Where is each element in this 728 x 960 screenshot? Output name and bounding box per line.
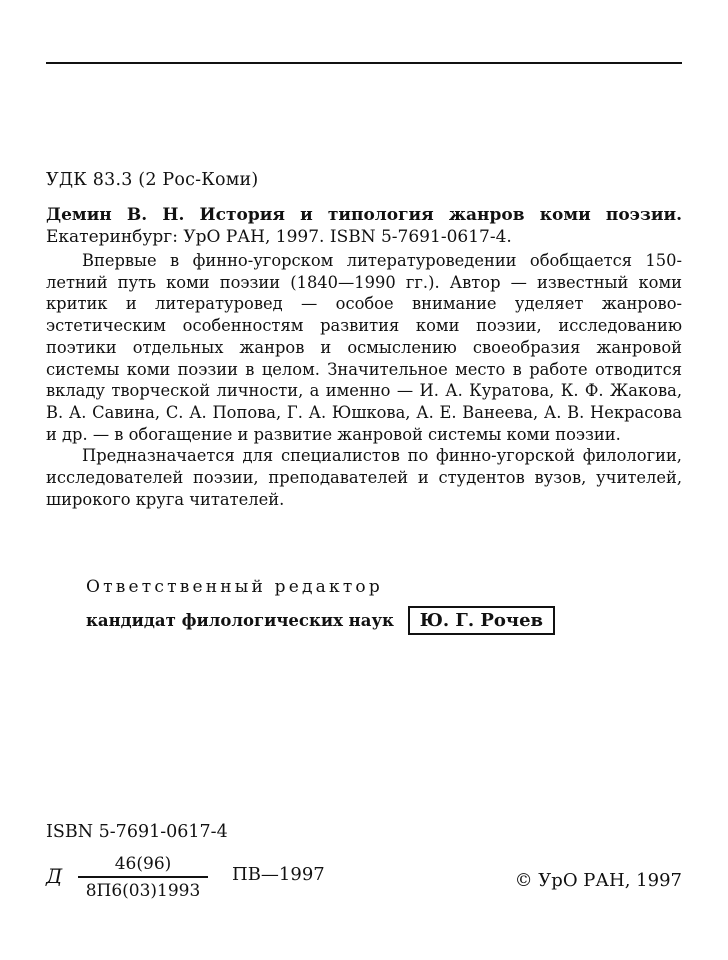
editor-line xyxy=(86,606,555,635)
abstract-paragraph: Предназначается для специалистов по финно-угорской филологии, исследователей поэзии, преподавателей и студентов вузов, учителей, широкого круга читателей. xyxy=(46,446,682,509)
publication-info: Екатеринбург: УрО РАН, 1997. ISBN 5-7691-0617-4. xyxy=(46,227,512,247)
editor-degree: кандидат филологических наук xyxy=(86,611,394,630)
copyright: © УрО РАН, 1997 xyxy=(514,870,682,891)
series-code: ПВ—1997 xyxy=(232,864,325,885)
fraction-numerator: 46(96) xyxy=(114,854,172,874)
author-title: Демин В. Н. История и типология жанров коми поэзии. xyxy=(46,205,682,225)
udk-classification: УДК 83.3 (2 Рос-Коми) xyxy=(46,170,259,190)
abstract xyxy=(46,250,682,510)
bibliographic-citation xyxy=(46,204,682,248)
isbn: ISBN 5-7691-0617-4 xyxy=(46,822,228,842)
code-letter: Д xyxy=(46,864,63,888)
abstract-paragraph: Впервые в финно-угорском литературоведении обобщается 150-летний путь коми поэзии (1840—1990 гг.). Автор — известный коми критик и литературовед — особое внимание уделяет жанрово-эстетическим особенностям развития коми поэзии, исследованию поэтики отдельных жанров и осмыслению своеобразия жанровой системы коми поэзии в целом. Значительное место в работе отводится вкладу творческой личности, а именно — И. А. Куратова, К. Ф. Жакова, В. А. Савина, С. А. Попова, Г. А. Юшкова, А. Е. Ванеева, А. В. Некрасова и др. — в обогащение и развитие жанровой системы коми поэзии. xyxy=(46,251,682,444)
editor-name-box: Ю. Г. Рочев xyxy=(408,606,555,635)
catalog-fraction xyxy=(78,854,208,901)
editor-role: Ответственный редактор xyxy=(86,577,383,597)
top-rule xyxy=(46,62,682,64)
fraction-denominator: 8П6(03)1993 xyxy=(85,880,201,901)
